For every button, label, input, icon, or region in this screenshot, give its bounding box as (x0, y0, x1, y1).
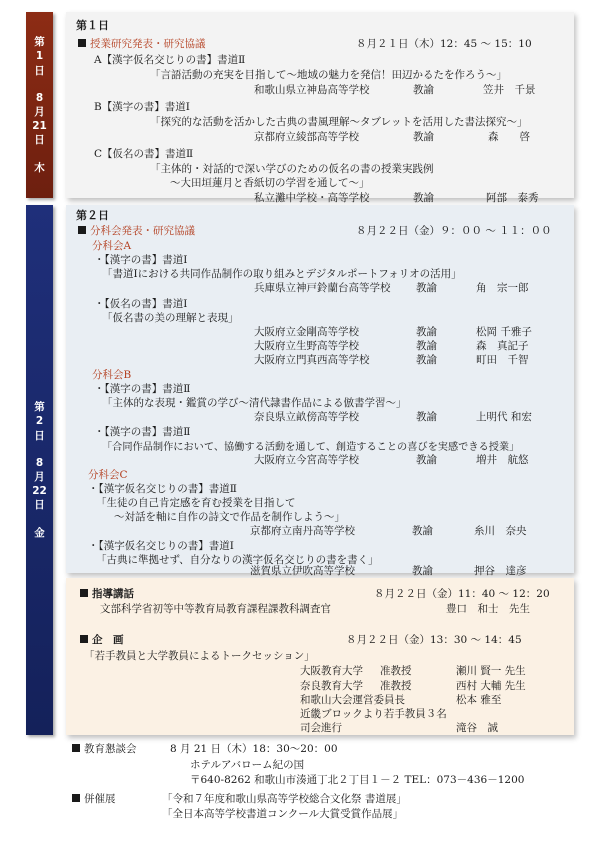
event-person-org-5: 司会進行 (300, 722, 342, 734)
gathering-label: 教育懇談会 (72, 741, 137, 756)
day2-band-char: 日 (34, 429, 45, 442)
event-person-name-5: 滝谷 誠 (456, 722, 498, 734)
group-c-item2-school: 滋賀県立伊吹高等学校 (250, 565, 355, 577)
day1-band-char: 第 (34, 36, 45, 49)
event-person-org-4: 近畿ブロックより若手教員３名 (300, 708, 447, 720)
event-subtitle: 「若手教員と大学教員によるトークセッション」 (84, 650, 315, 662)
day1-item-a-school: 和歌山県立神島高等学校 (254, 84, 370, 96)
square-bullet-icon (78, 226, 86, 234)
day2-panel (66, 205, 574, 577)
group-b-item1-name: 上明代 和宏 (476, 411, 532, 423)
group-b-item2-title: 「合同作品制作において、協働する活動を通して、創造することの喜びを実感できる授業」 (102, 442, 520, 453)
group-b-item1-label: ・【漢字の書】書道Ⅱ (94, 383, 191, 395)
group-a-name: 分科会A (92, 240, 132, 252)
day2-session-time: ８月２２日（金）９：００ 〜 １１：００ (356, 225, 552, 237)
day1-session-title: 授業研究発表・研究協議 (78, 36, 206, 51)
day1-band-char: 月 (34, 106, 45, 118)
square-bullet-icon (80, 635, 88, 643)
day2-session-title: 分科会発表・研究協議 (78, 223, 195, 238)
event-title: 企 画 (80, 632, 124, 647)
day2-band-char: 月 (34, 471, 45, 483)
event-person-name-1: 瀬川 賢一 先生 (456, 665, 526, 677)
lecture-name: 豊口 和士 先生 (446, 603, 530, 615)
group-b-name: 分科会B (92, 369, 132, 381)
afternoon-panel (66, 578, 574, 735)
day1-panel (66, 12, 574, 204)
group-a-item2-name1: 松岡 千雅子 (476, 326, 532, 338)
square-bullet-icon (72, 794, 80, 802)
lecture-title: 指導講話 (80, 586, 134, 601)
group-a-item2-role2: 教諭 (416, 340, 437, 352)
group-c-item1-title-line1: 「生徒の自己肯定感を育む授業を目指して (96, 497, 296, 509)
day1-band-char: 8 (35, 91, 44, 104)
event-person-name-3: 松本 雅至 (456, 694, 502, 706)
square-bullet-icon (80, 589, 88, 597)
day2-band-char: 8 (35, 456, 44, 469)
day1-band-char: 日 (34, 64, 45, 77)
day1-band-char: 木 (34, 161, 45, 174)
event-person-org-3: 和歌山大会運営委員長 (300, 694, 405, 706)
day1-item-c-title-line2: 〜大田垣蓮月と香紙切の学習を通して〜」 (170, 177, 370, 189)
day2-band-char: 金 (34, 526, 45, 539)
gathering-venue: ホテルアバローム紀の国 (190, 759, 305, 771)
day1-item-b-title: 「探究的な活動を活かした古典の書風理解〜タブレットを活用した書法探究〜」 (150, 116, 528, 128)
day1-heading: 第１日 (76, 19, 109, 32)
exhibit-2: 「全日本高等学校書道コンクール大賞受賞作品展」 (162, 808, 404, 820)
group-a-item2-label: ・【仮名の書】書道Ⅰ (94, 298, 188, 310)
lecture-time: ８月２２日（金）11：40 〜 12：20 (374, 588, 550, 600)
group-a-item2-name2: 森 真記子 (476, 340, 529, 352)
day2-heading: 第２日 (76, 209, 109, 222)
group-c-item2-role: 教諭 (412, 565, 433, 577)
square-bullet-icon (78, 39, 86, 47)
event-time: ８月２２日（金）13：30 〜 14：45 (346, 634, 522, 646)
gathering-address: 〒640-8262 和歌山市湊通丁北２丁目１－２ TEL：073－436－1200 (190, 774, 525, 786)
day1-item-b-school: 京都府立綾部高等学校 (254, 131, 359, 143)
group-a-item1-school: 兵庫県立神戸鈴蘭台高等学校 (254, 282, 391, 294)
gathering-time: 8 月 21 日（木）18：30〜20：00 (170, 743, 338, 755)
day2-side-band (26, 205, 53, 735)
day1-side-band (26, 12, 53, 198)
group-c-item2-name: 押谷 達彦 (474, 565, 527, 577)
group-c-item2-title: 「古典に準拠せず、自分なりの漢字仮名交じりの書を書く」 (96, 554, 379, 566)
group-b-item1-role: 教諭 (416, 411, 437, 423)
day1-band-char: 日 (34, 134, 45, 147)
lecture-affiliation: 文部科学省初等中等教育局教育課程課教科調査官 (100, 603, 331, 615)
day1-item-c-name: 阿部 泰秀 (486, 192, 539, 204)
group-b-item2-name: 増井 航悠 (476, 454, 529, 466)
group-b-item2-role: 教諭 (416, 454, 437, 466)
day1-item-b-label: B【漢字の書】書道Ⅰ (94, 101, 190, 113)
day1-item-a-role: 教諭 (413, 84, 434, 96)
day1-item-a-name: 笠井 千景 (483, 84, 536, 96)
group-c-item1-label: ・【漢字仮名交じりの書】書道Ⅱ (88, 483, 237, 495)
group-a-item2-school3: 大阪府立門真西高等学校 (254, 354, 370, 366)
day2-band-char: 日 (34, 499, 45, 512)
day1-item-b-name: 森 啓 (488, 131, 530, 143)
exhibit-1: 「令和７年度和歌山県高等学校総合文化祭 書道展」 (162, 793, 407, 805)
group-a-item2-school2: 大阪府立生野高等学校 (254, 340, 359, 352)
group-a-item2-school1: 大阪府立金剛高等学校 (254, 326, 359, 338)
group-b-item2-label: ・【漢字の書】書道Ⅱ (94, 426, 191, 438)
group-a-item1-name: 角 宗一郎 (476, 282, 529, 294)
day1-item-a-title: 「言語活動の充実を目指して〜地域の魅力を発信！田辺かるたを作ろう〜」 (150, 69, 507, 81)
day1-item-a-label: A【漢字仮名交じりの書】書道Ⅱ (94, 54, 246, 66)
day2-band-char: 2 (35, 415, 44, 428)
group-c-item1-name: 糸川 奈央 (474, 525, 527, 537)
group-a-item2-title: 「仮名書の美の理解と表現」 (102, 312, 239, 324)
event-person-org-2: 奈良教育大学 (300, 680, 363, 692)
day1-session-time: ８月２１日（木）12：45 〜 15：10 (356, 38, 532, 50)
group-a-item1-label: ・【漢字の書】書道Ⅰ (94, 254, 188, 266)
day2-band-char: 22 (32, 485, 47, 498)
day2-band-char: 第 (34, 401, 45, 414)
group-a-item2-role3: 教諭 (416, 354, 437, 366)
exhibit-label: 併催展 (72, 791, 116, 806)
day1-item-c-role: 教諭 (413, 192, 434, 204)
square-bullet-icon (72, 744, 80, 752)
event-person-org-1: 大阪教育大学 (300, 665, 363, 677)
group-c-item1-school: 京都府立南丹高等学校 (250, 525, 355, 537)
group-a-item2-name3: 町田 千智 (476, 354, 529, 366)
group-a-item1-title: 「書道Ⅰにおける共同作品制作の取り組みとデジタルポートフォリオの活用」 (102, 268, 462, 280)
day1-item-c-title-line1: 「主体的・対話的で深い学びのための仮名の書の授業実践例 (150, 163, 434, 175)
day1-item-c-school: 私立灘中学校・高等学校 (254, 192, 370, 204)
group-b-item1-title: 「主体的な表現・鑑賞の学び〜清代隷書作品による倣書学習〜」 (102, 397, 407, 409)
group-a-item2-role1: 教諭 (416, 326, 437, 338)
group-b-item1-school: 奈良県立畝傍高等学校 (254, 411, 359, 423)
day1-item-c-label: C【仮名の書】書道Ⅱ (94, 148, 194, 160)
event-person-role-2: 准教授 (380, 680, 412, 692)
group-b-item2-school: 大阪府立今宮高等学校 (254, 454, 359, 466)
group-c-name: 分科会C (88, 469, 128, 481)
group-c-item1-role: 教諭 (412, 525, 433, 537)
group-c-item2-label: ・【漢字仮名交じりの書】書道Ⅰ (88, 540, 234, 552)
day1-band-char: 21 (32, 120, 47, 133)
group-c-item1-title-line2: 〜対話を軸に自作の詩文で作品を制作しよう〜」 (114, 511, 345, 523)
event-person-name-2: 西村 大輔 先生 (456, 680, 526, 692)
day1-band-char: 1 (35, 50, 44, 63)
day1-item-b-role: 教諭 (413, 131, 434, 143)
event-person-role-1: 准教授 (380, 665, 412, 677)
group-a-item1-role: 教諭 (416, 282, 437, 294)
